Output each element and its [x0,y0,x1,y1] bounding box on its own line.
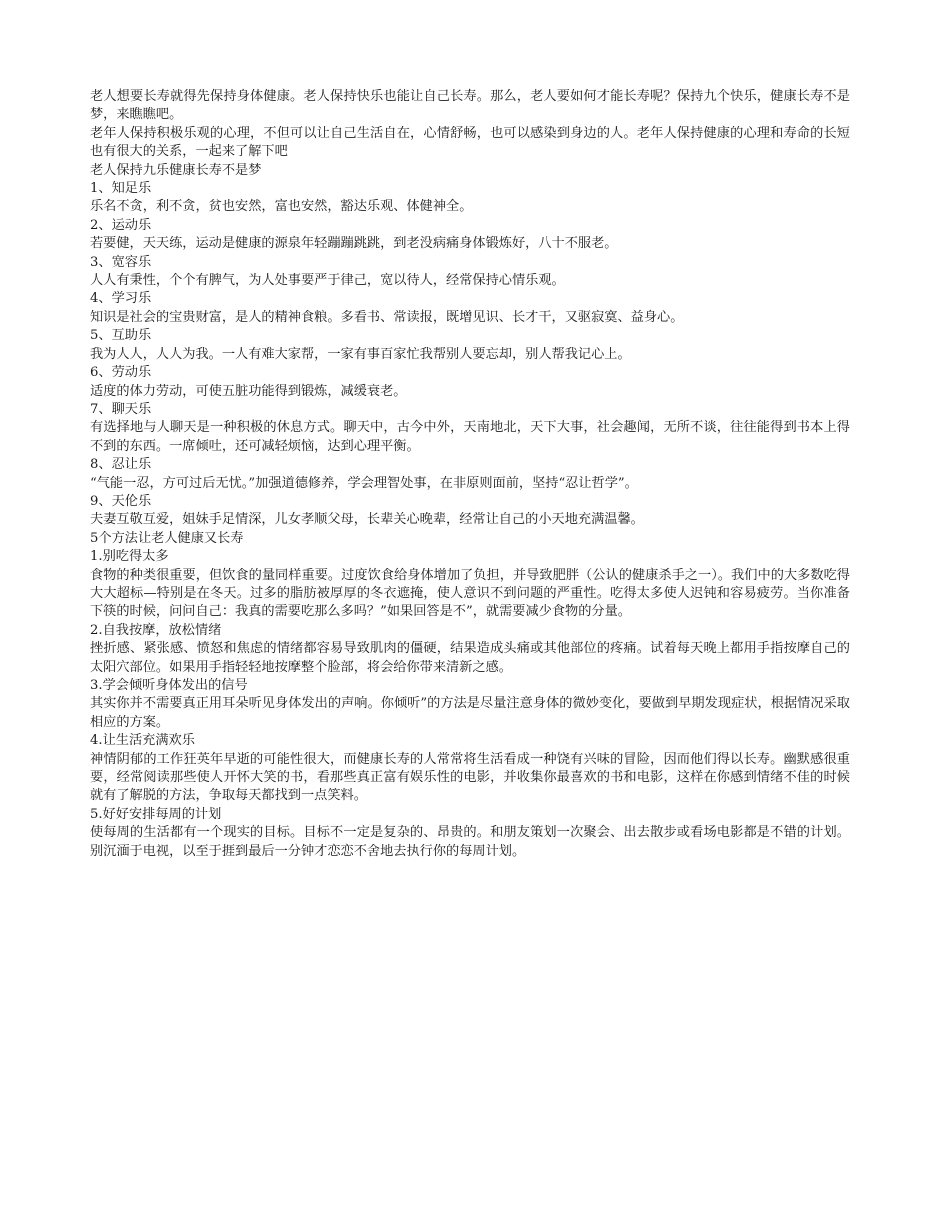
section-1-title: 老人保持九乐健康长寿不是梦 [90,162,262,178]
intro-paragraph-2: 老年人保持积极乐观的心理，不但可以让自己生活自在，心情舒畅，也可以感染到身边的人。老年人保持健康的心理和寿命的长短也有很大的关系，一起来了解下吧 [90,125,850,160]
section-2-item-1-text: 食物的种类很重要，但饮食的量同样重要。过度饮食给身体增加了负担，并导致肥胖（公认的健康杀手之一）。我们中的大多数吃得大大超标—特别是在冬天。过多的脂肪被厚厚的冬衣遮掩，使人意识不到问题的严重性。吃得太多使人迟钝和容易疲劳。当你准备下筷的时候，问问自己：我真的需要吃那么多吗？”如果回答是不”，就需要减少食物的分量。 [90,567,850,620]
section-2-item-1-heading: 1.别吃得太多 [90,549,169,565]
section-1-item-7-text: 有选择地与人聊天是一种积极的休息方式。聊天中，古今中外，天南地北，天下大事，社会趣闻，无所不谈，往往能得到书本上得不到的东西。一席倾吐，还可减轻烦恼，达到心理平衡。 [90,420,850,454]
section-2-item-5-text: 使每周的生活都有一个现实的目标。目标不一定是复杂的、昂贵的。和朋友策划一次聚会、出去散步或看场电影都是不错的计划。别沉湎于电视，以至于捱到最后一分钟才恋恋不舍地去执行你的每周计划。 [90,825,850,859]
section-1-item-3-text: 人人有秉性，个个有脾气，为人处事要严于律己，宽以待人，经常保持心情乐观。 [90,273,565,289]
section-2-item-2-text: 挫折感、紧张感、愤怒和焦虑的情绪都容易导致肌肉的僵硬，结果造成头痛或其他部位的疼痛。试着每天晚上都用手指按摩自己的太阳穴部位。如果用手指轻轻地按摩整个脸部，将会给你带来清新之感。 [90,641,850,675]
section-1-item-6-heading: 6、劳动乐 [90,365,152,381]
section-1-item-4-heading: 4、学习乐 [90,291,152,307]
section-1-item-6-text: 适度的体力劳动，可使五脏功能得到锻炼，减缓衰老。 [90,383,407,399]
section-1-item-5-text: 我为人人，人人为我。一人有难大家帮，一家有事百家忙我帮别人要忘却，别人帮我记心上。 [90,346,631,362]
section-2-item-3-heading: 3.学会倾听身体发出的信号 [90,678,248,693]
section-1-item-8-heading: 8、忍让乐 [90,457,152,473]
section-1-item-3-heading: 3、宽容乐 [90,254,152,270]
section-2-item-2-heading: 2.自我按摩，放松情绪 [90,622,222,638]
section-1-item-8-text: “气能一忍，方可过后无忧。”加强道德修养，学会理智处事，在非原则面前，坚持“忍让哲学”。 [90,475,638,491]
section-2-title: 5个方法让老人健康又长寿 [90,530,244,546]
section-1-item-7-heading: 7、聊天乐 [90,401,152,417]
section-1-item-1-heading: 1、知足乐 [90,181,152,197]
document-body [90,88,850,861]
section-2-item-4-text: 神情阴郁的工作狂英年早逝的可能性很大，而健康长寿的人常常将生活看成一种饶有兴味的冒险，因而他们得以长寿。幽默感很重要，经常阅读那些使人开怀大笑的书，看那些真正富有娱乐性的电影，并收集你最喜欢的书和电影，这样在你感到情绪不佳的时候就有了解脱的方法，争取每天都找到一点笑料。 [90,751,850,804]
section-1-item-2-heading: 2、运动乐 [90,217,152,233]
section-1-item-4-text: 知识是社会的宝贵财富，是人的精神食粮。多看书、常读报，既增见识、长才干，又驱寂寞、益身心。 [90,309,684,325]
section-1-item-9-text: 夫妻互敬互爱，姐妹手足情深，儿女孝顺父母，长辈关心晚辈，经常让自己的小天地充满温馨。 [90,512,644,528]
section-1-item-5-heading: 5、互助乐 [90,328,152,344]
section-1-item-1-text: 乐名不贪，利不贪，贫也安然，富也安然，豁达乐观、体健神全。 [90,199,473,215]
section-2-item-5-heading: 5.好好安排每周的计划 [90,806,222,822]
section-1-item-9-heading: 9、天伦乐 [90,493,152,509]
section-1-item-2-text: 若要健，天天练，运动是健康的源泉年轻蹦蹦跳跳，到老没病痛身体锻炼好，八十不服老。 [90,236,618,252]
intro-paragraph-1: 老人想要长寿就得先保持身体健康。老人保持快乐也能让自己长寿。那么，老人要如何才能长寿呢？保持九个快乐，健康长寿不是梦，来瞧瞧吧。 [90,89,850,123]
section-2-item-4-heading: 4.让生活充满欢乐 [90,733,195,749]
section-2-item-3-text: 其实你并不需要真正用耳朵听见身体发出的声响。你倾听”的方法是尽量注意身体的微妙变化，要做到早期发现症状，根据情况采取相应的方案。 [90,696,850,730]
